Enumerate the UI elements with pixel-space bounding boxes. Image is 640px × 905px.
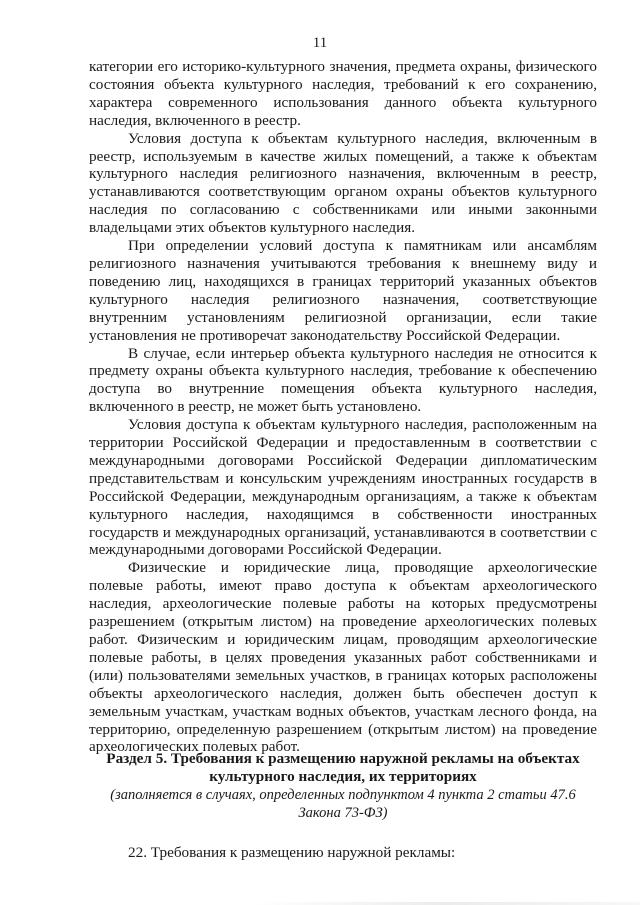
paragraph-residential-access: Условия доступа к объектам культурного наследия, включенным в реестр, используемым в качестве жилых помещений, а также к объектам культурного наследия религиозного назначения, включенным в реестр, устанавливаются соответствующим органом охраны объектов культурного наследия по согласованию с собственниками или иными законными владельцами этих объектов культурного наследия.: [89, 129, 597, 237]
section-5-heading: Раздел 5. Требования к размещению наружной рекламы на объектах культурного наследия, их территориях: [106, 750, 580, 785]
section-5-note: (заполняется в случаях, определенных подпунктом 4 пункта 2 статьи 47.6 Закона 73-ФЗ): [110, 787, 576, 821]
paragraph-interior: В случае, если интерьер объекта культурного наследия не относится к предмету охраны объекта культурного наследия, требование к обеспечению доступа во внутренние помещения объекта культурного наследия, включенного в реестр, не может быть установлено.: [89, 344, 597, 416]
page-number: 11: [312, 35, 328, 51]
paragraph-religious-access: При определении условий доступа к памятникам или ансамблям религиозного назначения учитываются требования к внешнему виду и поведению лиц, находящихся в границах территорий указанных объектов культурного наследия религиозного назначения, соответствующие внутренним установлениям религиозной организации, если такие установления не противоречат законодательству Российской Федерации.: [89, 237, 597, 344]
body-text: [89, 58, 597, 756]
paragraph-archaeological-access: Физические и юридические лица, проводящие археологические полевые работы, имеют право доступа к объектам археологического наследия, археологические полевые работы на которых предусмотрены разрешением (открытым листом) на проведение археологических полевых работ. Физическим и юридическим лицам, проводящим археологические полевые работы, в целях проведения указанных работ собственниками и (или) пользователями земельных участков, в границах которых расположены объекты археологического наследия, должен быть обеспечен доступ к земельным участкам, участкам водных объектов, участкам лесного фонда, на территорию, определенную разрешением (открытым листом) на проведение археологических полевых работ.: [89, 559, 597, 756]
paragraph-foreign-objects: Условия доступа к объектам культурного наследия, расположенным на территории Российской Федерации и предоставленным в соответствии с международными договорами Российской Федерации дипломатическим представительствам и консульским учреждениям иностранных государств в Российской Федерации, международным организациям, а также к объектам культурного наследия, находящимся в собственности иностранных государств и международных организаций, устанавливаются в соответствии с международными договорами Российской Федерации.: [89, 416, 597, 559]
paragraph-continuation: категории его историко-культурного значения, предмета охраны, физического состояния объекта культурного наследия, требований к его сохранению, характера современного использования данного объекта культурного наследия, включенного в реестр.: [89, 58, 597, 129]
item-22-heading: 22. Требования к размещению наружной рекламы:: [128, 844, 456, 861]
